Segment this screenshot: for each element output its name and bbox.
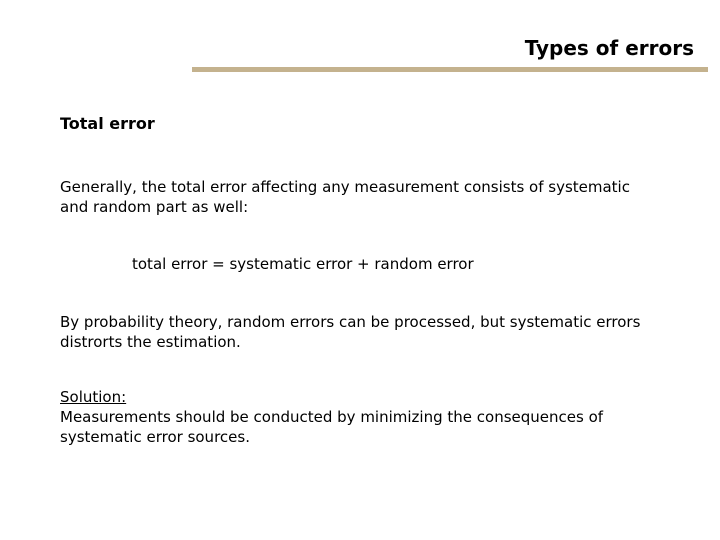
theory-line-2: distrorts the estimation. <box>60 333 241 351</box>
section-heading: Total error <box>60 114 155 133</box>
solution-paragraph <box>60 387 603 447</box>
title-underline-rule <box>192 67 708 72</box>
solution-label: Solution: <box>60 388 127 406</box>
intro-paragraph <box>60 177 630 217</box>
theory-line-1: By probability theory, random errors can be processed, but systematic errors <box>60 313 641 331</box>
solution-line-1: Measurements should be conducted by minimizing the consequences of <box>60 408 604 426</box>
intro-line-1: Generally, the total error affecting any measurement consists of systematic <box>60 178 630 196</box>
solution-line-2: systematic error sources. <box>60 428 250 446</box>
slide-title: Types of errors <box>524 36 694 60</box>
intro-line-2: and random part as well: <box>60 198 249 216</box>
theory-paragraph <box>60 312 640 352</box>
error-formula: total error = systematic error + random error <box>132 255 474 273</box>
